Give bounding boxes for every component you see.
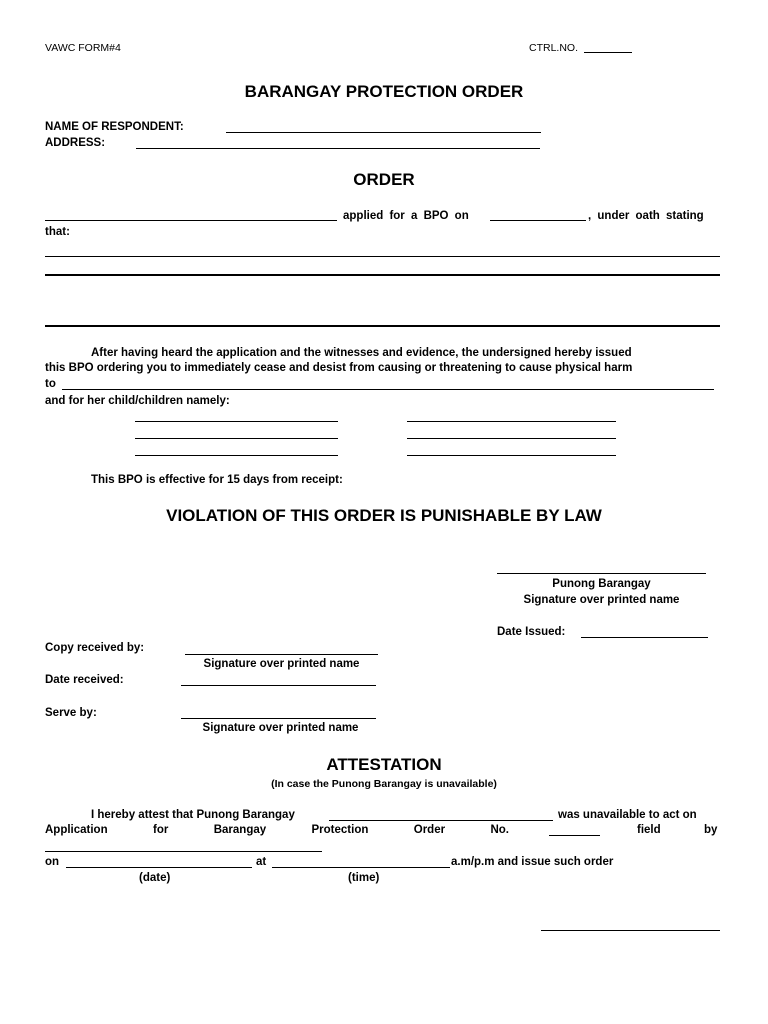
- respondent-address-label: ADDRESS:: [45, 137, 106, 149]
- order-no-field[interactable]: [549, 835, 600, 836]
- punong-barangay-label: Punong Barangay: [552, 578, 651, 590]
- children-label: and for her child/children namely:: [45, 395, 230, 407]
- statement-line-1[interactable]: [45, 256, 720, 257]
- serve-by-field[interactable]: [181, 718, 376, 719]
- attest-on-label: on: [45, 856, 60, 868]
- punong-sig-caption: Signature over printed name: [523, 594, 680, 606]
- filed-by-field[interactable]: [45, 851, 322, 852]
- attest-by-word: by: [704, 824, 718, 836]
- date-received-field[interactable]: [181, 685, 376, 686]
- page-title: BARANGAY PROTECTION ORDER: [244, 82, 524, 101]
- violation-warning: VIOLATION OF THIS ORDER IS PUNISHABLE BY LAW: [166, 506, 602, 525]
- victim-name-field[interactable]: [62, 389, 714, 390]
- respondent-name-field[interactable]: [226, 132, 541, 133]
- attest-word-3: Barangay: [213, 824, 267, 836]
- respondent-address-field[interactable]: [136, 148, 540, 149]
- date-issued-label: Date Issued:: [497, 626, 566, 638]
- that-label: that:: [45, 226, 70, 238]
- attest-word-5: Order: [413, 824, 446, 836]
- time-caption: (time): [348, 872, 380, 884]
- form-id: VAWC FORM#4: [45, 42, 121, 54]
- statement-line-3[interactable]: [45, 325, 720, 327]
- attest-ampm-text: a.m/p.m and issue such order: [451, 856, 614, 868]
- attest-time-field[interactable]: [272, 867, 450, 868]
- attest-date-field[interactable]: [66, 867, 252, 868]
- date-issued-field[interactable]: [581, 637, 708, 638]
- child-field-3[interactable]: [135, 455, 338, 456]
- child-field-2[interactable]: [135, 438, 338, 439]
- attest-text-b: was unavailable to act on: [558, 809, 697, 821]
- child-field-1[interactable]: [135, 421, 338, 422]
- serve-by-label: Serve by:: [45, 707, 97, 719]
- attest-word-1: Application: [45, 824, 108, 836]
- order-para-line1: After having heard the application and the witnesses and evidence, the undersigned hereby issued: [91, 347, 632, 359]
- attest-at-label: at: [256, 856, 267, 868]
- serve-by-caption: Signature over printed name: [202, 722, 359, 734]
- attest-word-2: for: [153, 824, 169, 836]
- child-field-5[interactable]: [407, 438, 616, 439]
- statement-line-2[interactable]: [45, 274, 720, 276]
- copy-received-field[interactable]: [185, 654, 378, 655]
- applied-text: applied for a BPO on: [343, 210, 469, 222]
- attest-text-a: I hereby attest that Punong Barangay: [91, 809, 295, 821]
- attest-line2: [45, 823, 509, 837]
- ctrl-no-field[interactable]: [584, 52, 632, 53]
- copy-received-label: Copy received by:: [45, 642, 145, 654]
- child-field-6[interactable]: [407, 455, 616, 456]
- order-heading: ORDER: [353, 170, 415, 189]
- attestation-subtitle: (In case the Punong Barangay is unavailable): [271, 778, 497, 790]
- date-caption: (date): [139, 872, 171, 884]
- oath-text: , under oath stating: [588, 210, 704, 222]
- date-received-label: Date received:: [45, 674, 124, 686]
- order-para-to: to: [45, 378, 56, 390]
- order-para-line2: this BPO ordering you to immediately cease and desist from causing or threatening to cause physical harm: [45, 362, 633, 374]
- applicant-name-field[interactable]: [45, 220, 337, 221]
- attestation-heading: ATTESTATION: [326, 755, 442, 774]
- punong-name-field[interactable]: [329, 820, 553, 821]
- effective-text: This BPO is effective for 15 days from receipt:: [91, 474, 343, 486]
- copy-received-caption: Signature over printed name: [203, 658, 360, 670]
- attest-word-6: No.: [490, 824, 509, 836]
- attest-word-4: Protection: [311, 824, 369, 836]
- attest-field-word: field: [637, 824, 661, 836]
- punong-signature-field[interactable]: [497, 573, 706, 574]
- respondent-name-label: NAME OF RESPONDENT:: [45, 121, 184, 133]
- bpo-date-field[interactable]: [490, 220, 586, 221]
- ctrl-no-label: CTRL.NO.: [529, 42, 579, 54]
- attester-signature-field[interactable]: [541, 930, 720, 931]
- child-field-4[interactable]: [407, 421, 616, 422]
